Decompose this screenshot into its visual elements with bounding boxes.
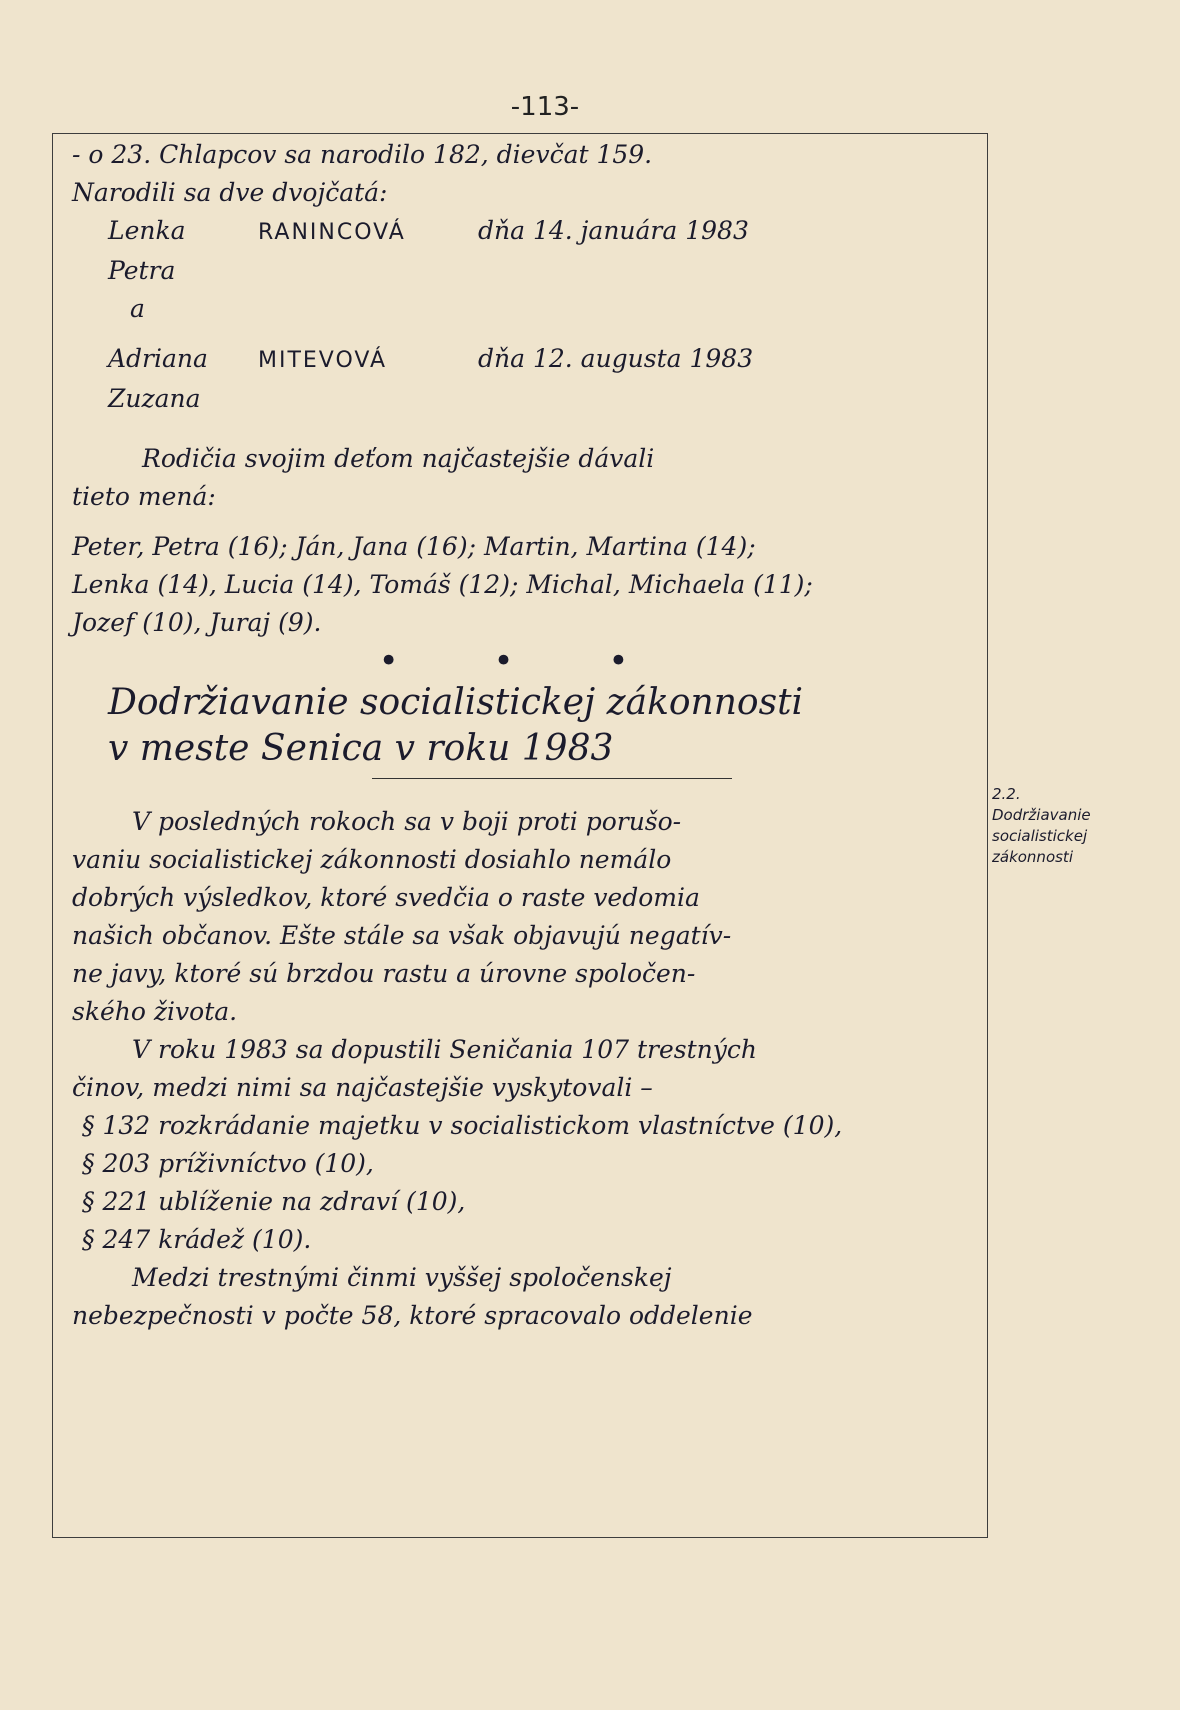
text-line: Peter, Petra (16); Ján, Jana (16); Martin, Martina (14); — [72, 532, 756, 561]
law-section-item: § 203 príživníctvo (10), — [82, 1149, 374, 1178]
text-line: Medzi trestnými činmi vyššej spoločenskej — [132, 1263, 672, 1292]
section-heading: v meste Senica v roku 1983 — [108, 728, 614, 769]
text-line: ne javy, ktoré sú brzdou rastu a úrovne spoločen- — [72, 959, 696, 988]
twins-entry-second-name — [72, 380, 977, 418]
text-line: našich občanov. Ešte stále sa však objavujú negatív- — [72, 921, 732, 950]
page-number: -113- — [510, 92, 580, 122]
text-line: ského života. — [72, 997, 238, 1026]
given-name: Adriana — [108, 344, 208, 373]
text-line: V roku 1983 sa dopustili Seničania 107 trestných — [132, 1035, 757, 1064]
text-line: vaniu socialistickej zákonnosti dosiahlo nemálo — [72, 845, 672, 874]
twins-entry — [72, 340, 977, 380]
text-line: Rodičia svojim deťom najčastejšie dávali — [142, 444, 655, 473]
heading-underline — [372, 778, 732, 779]
text-line: Narodili sa dve dvojčatá: — [72, 178, 388, 207]
margin-note-number: 2.2. — [992, 785, 1021, 803]
text-line: činov, medzi nimi sa najčastejšie vyskytovali – — [72, 1073, 653, 1102]
page-content — [72, 136, 977, 1335]
text-line: dobrých výsledkov, ktoré svedčia o raste vedomia — [72, 883, 700, 912]
text-line: V posledných rokoch sa v boji proti porušo- — [132, 807, 682, 836]
text-line: Jozef (10), Juraj (9). — [72, 608, 322, 637]
section-heading: Dodržiavanie socialistickej zákonnosti — [108, 682, 804, 723]
text-line: Lenka (14), Lucia (14), Tomáš (12); Michal, Michaela (11); — [72, 570, 813, 599]
given-name: Petra — [108, 256, 176, 285]
given-name: Zuzana — [108, 384, 201, 413]
twins-entry — [72, 212, 977, 252]
birth-date: dňa 12. augusta 1983 — [478, 344, 754, 373]
margin-note — [992, 784, 1142, 868]
text-line: - o 23. Chlapcov sa narodilo 182, dievčat 159. — [72, 140, 653, 169]
conjunction: a — [130, 294, 145, 323]
birth-date: dňa 14. januára 1983 — [478, 216, 749, 245]
margin-note-text: socialistickej — [992, 827, 1088, 845]
given-name: Lenka — [108, 216, 186, 245]
law-section-item: § 221 ublíženie na zdraví (10), — [82, 1187, 466, 1216]
law-section-item: § 132 rozkrádanie majetku v socialistickom vlastníctve (10), — [82, 1111, 843, 1140]
margin-note-text: zákonnosti — [992, 848, 1073, 866]
surname: MITEVOVÁ — [258, 348, 388, 373]
margin-note-text: Dodržiavanie — [992, 806, 1091, 824]
law-section-item: § 247 krádež (10). — [82, 1225, 312, 1254]
twins-entry-second-name — [72, 252, 977, 290]
surname: RANINCOVÁ — [258, 220, 406, 245]
section-divider-dots: • • • — [378, 641, 671, 681]
text-line: nebezpečnosti v počte 58, ktoré spracovalo oddelenie — [72, 1301, 753, 1330]
text-line: tieto mená: — [72, 482, 216, 511]
